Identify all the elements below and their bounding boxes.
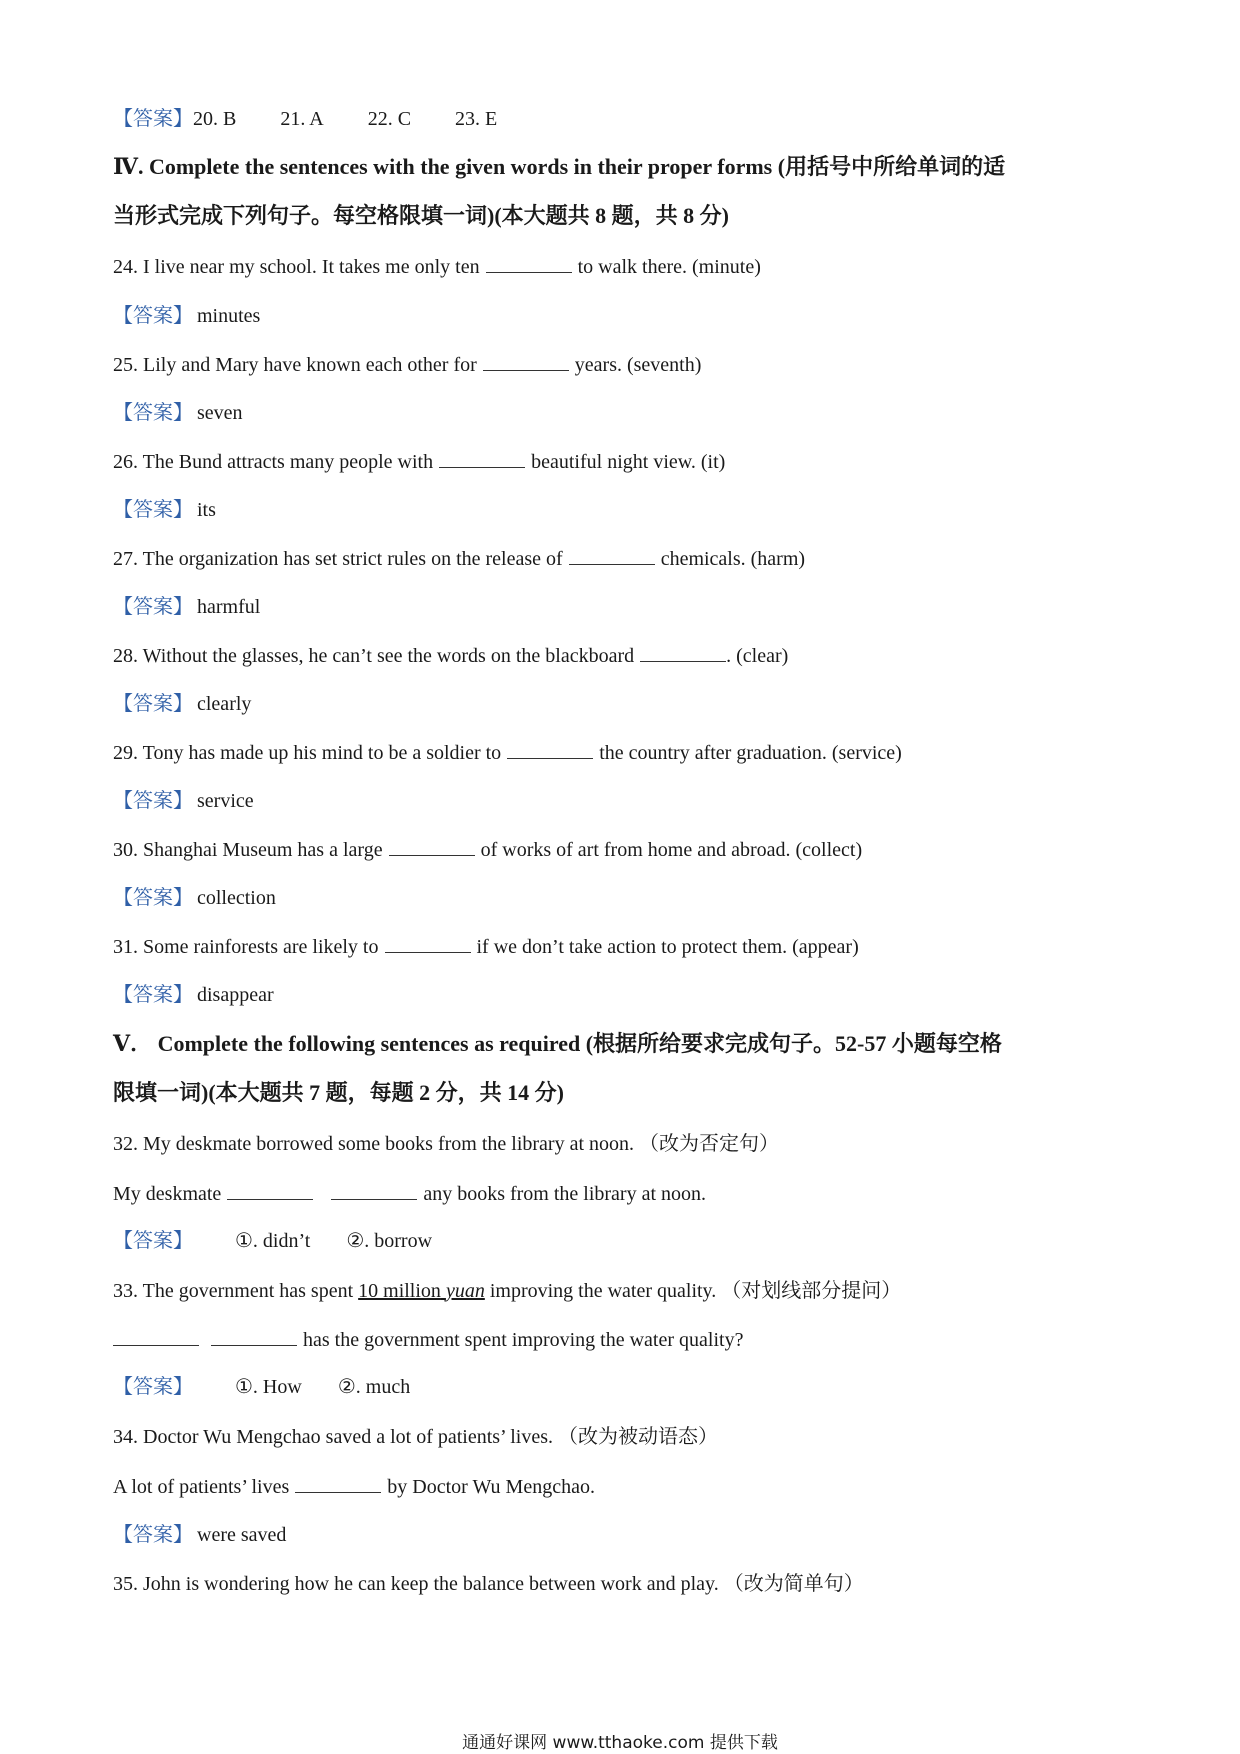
answer-33: [113, 1374, 410, 1400]
answer-value: were saved: [197, 1524, 287, 1546]
question-text: improving the water quality. （对划线部分提问）: [489, 1280, 902, 1302]
question-text: 27. The organization has set strict rules on the release of: [113, 548, 563, 570]
question-text: by Doctor Wu Mengchao.: [387, 1476, 595, 1498]
question-text: 24. I live near my school. It takes me only ten: [113, 256, 480, 278]
answer-value: minutes: [197, 305, 261, 327]
answer-tag: 【答案】: [113, 1376, 193, 1398]
question-text: chemicals. (harm): [660, 548, 806, 570]
question-text: years. (seventh): [574, 354, 702, 376]
answer-29: [113, 788, 254, 814]
answer-tag: 【答案】: [113, 402, 193, 424]
question-33: [113, 1278, 901, 1304]
question-text: to walk there. (minute): [577, 256, 761, 278]
underlined-text: 10 million: [358, 1280, 441, 1302]
blank: [569, 546, 655, 565]
question-31: [113, 934, 859, 960]
answer-tag: 【答案】: [113, 1230, 193, 1252]
question-text: A lot of patients’ lives: [113, 1476, 290, 1498]
question-text: has the government spent improving the water quality?: [303, 1329, 744, 1351]
answer-value: its: [197, 499, 216, 521]
answer-21: 21. A: [280, 108, 324, 130]
answer-tag: 【答案】: [113, 305, 193, 327]
question-28: [113, 643, 788, 669]
answer-28: [113, 691, 251, 717]
question-32: 32. My deskmate borrowed some books from the library at noon. （改为否定句）: [113, 1133, 780, 1155]
question-text: 31. Some rainforests are likely to: [113, 936, 379, 958]
question-text: the country after graduation. (service): [599, 742, 902, 764]
answer-value: service: [197, 790, 254, 812]
answer-tag: 【答案】: [113, 1524, 193, 1546]
question-text: any books from the library at noon.: [423, 1183, 707, 1205]
answer-27: [113, 594, 260, 620]
blank: [227, 1181, 313, 1200]
question-29: [113, 740, 902, 766]
question-25: [113, 352, 701, 378]
answer-25: [113, 400, 243, 426]
answer-31: [113, 982, 274, 1008]
answer-value: seven: [197, 402, 243, 424]
question-text: . (clear): [726, 645, 789, 667]
answer-32: [113, 1228, 432, 1254]
question-30: [113, 837, 862, 863]
section5-heading-line2: 限填一词)(本大题共 7 题，每题 2 分，共 14 分): [113, 1080, 564, 1105]
section5-heading-line1: Ⅴ． Complete the following sentences as required (根据所给要求完成句子。52-57 小题每空格: [113, 1031, 1002, 1056]
answer-tag: 【答案】: [113, 596, 193, 618]
blank: [113, 1327, 199, 1346]
answer-tag: 【答案】: [113, 887, 193, 909]
blank: [331, 1181, 417, 1200]
answer-value: clearly: [197, 693, 252, 715]
answer-23: 23. E: [455, 108, 498, 130]
question-34-stem: [113, 1474, 595, 1500]
question-text: 33. The government has spent: [113, 1280, 354, 1302]
answer-34: [113, 1522, 286, 1548]
answer-value: ①. How: [235, 1376, 302, 1398]
answer-value: harmful: [197, 596, 261, 618]
blank: [640, 643, 726, 662]
blank: [385, 934, 471, 953]
blank: [507, 740, 593, 759]
answer-26: [113, 497, 216, 523]
answer-24: [113, 303, 260, 329]
question-text: My deskmate: [113, 1183, 222, 1205]
question-text: beautiful night view. (it): [531, 451, 726, 473]
answer-22: 22. C: [367, 108, 412, 130]
answer-tag: 【答案】: [113, 499, 193, 521]
question-26: [113, 449, 725, 475]
answer-tag: 【答案】: [113, 984, 193, 1006]
question-text: if we don’t take action to protect them. (appear): [476, 936, 859, 958]
question-33-stem: [113, 1327, 743, 1353]
question-27: [113, 546, 805, 572]
question-text: 29. Tony has made up his mind to be a soldier to: [113, 742, 502, 764]
answer-30: [113, 885, 276, 911]
answer-value: ②. much: [337, 1376, 411, 1398]
blank: [211, 1327, 297, 1346]
answer-tag: 【答案】: [113, 693, 193, 715]
answer-value: disappear: [197, 984, 274, 1006]
question-text: 28. Without the glasses, he can’t see the words on the blackboard: [113, 645, 635, 667]
underlined-text: yuan: [445, 1280, 485, 1302]
question-text: of works of art from home and abroad. (collect): [480, 839, 863, 861]
answer-value: ②. borrow: [346, 1230, 433, 1252]
answer-tag: 【答案】: [113, 790, 193, 812]
question-text: 26. The Bund attracts many people with: [113, 451, 434, 473]
blank: [439, 449, 525, 468]
question-text: 25. Lily and Mary have known each other for: [113, 354, 477, 376]
answer-20: 20. B: [193, 108, 237, 130]
blank: [295, 1474, 381, 1493]
section4-heading-line1: Ⅳ. Complete the sentences with the given words in their proper forms (用括号中所给单词的适: [113, 154, 1006, 179]
question-34: 34. Doctor Wu Mengchao saved a lot of patients’ lives. （改为被动语态）: [113, 1426, 719, 1448]
footer-watermark: 通通好课网 www.tthaoke.com 提供下载: [462, 1733, 778, 1753]
answer-line-20-23: [113, 106, 497, 132]
answer-value: collection: [197, 887, 276, 909]
answer-tag: 【答案】: [113, 108, 193, 130]
answer-value: ①. didn’t: [235, 1230, 311, 1252]
section4-heading-line2: 当形式完成下列句子。每空格限填一词)(本大题共 8 题，共 8 分): [113, 203, 729, 228]
question-text: 30. Shanghai Museum has a large: [113, 839, 383, 861]
blank: [483, 352, 569, 371]
blank: [389, 837, 475, 856]
question-32-stem: [113, 1181, 706, 1207]
question-35: 35. John is wondering how he can keep the balance between work and play. （改为简单句）: [113, 1573, 864, 1595]
blank: [486, 254, 572, 273]
question-24: [113, 254, 761, 280]
